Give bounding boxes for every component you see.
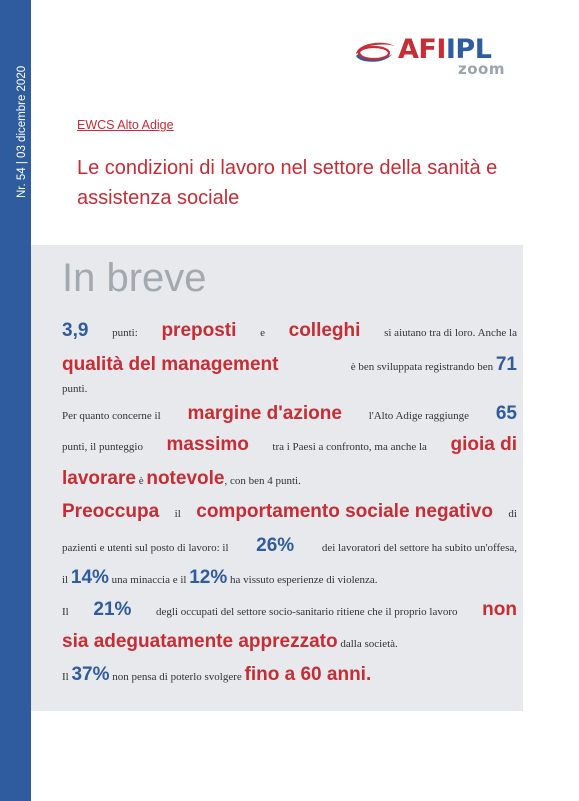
summary-line-5: punti, il punteggio massimo tra i Paesi a confronto, ma anche la gioia di: [62, 434, 517, 455]
summary-line-6: lavorare è notevole, con ben 4 punti.: [62, 468, 301, 489]
logo-wordmark: AFIIPL: [398, 34, 492, 65]
logo-swoosh-icon: [352, 38, 396, 68]
summary-line-9: il 14% una minaccia e il 12% ha vissuto esperienze di violenza.: [62, 567, 378, 588]
summary-line-1: 3,9 punti: preposti e colleghi si aiutano tra di loro. Anche la: [62, 320, 517, 341]
series-link[interactable]: EWCS Alto Adige: [77, 118, 174, 132]
summary-line-7: Preoccupa il comportamento sociale negativo di: [62, 501, 517, 522]
afi-ipl-logo: [352, 36, 520, 80]
document-title: Le condizioni di lavoro nel settore della sanità e assistenza sociale: [77, 157, 498, 209]
summary-line-4: Per quanto concerne il margine d'azione l'Alto Adige raggiunge 65: [62, 403, 517, 424]
logo-zoom-label: zoom: [458, 60, 505, 78]
summary-line-10: Il 21% degli occupati del settore socio-sanitario ritiene che il proprio lavoro non: [62, 599, 517, 620]
summary-heading: In breve: [62, 256, 207, 300]
summary-line-11: sia adeguatamente apprezzato dalla società.: [62, 631, 398, 652]
summary-line-3: punti.: [62, 383, 88, 395]
sidebar: [0, 0, 31, 801]
summary-line-8: pazienti e utenti sul posto di lavoro: il 26% dei lavoratori del settore ha subito un'offesa,: [62, 535, 517, 556]
summary-line-2: qualità del management è ben sviluppata registrando ben 71: [62, 354, 517, 375]
issue-date-label: Nr. 54 | 03 dicembre 2020: [16, 65, 28, 198]
summary-line-12: Il 37% non pensa di poterlo svolgere fino a 60 anni.: [62, 664, 372, 685]
